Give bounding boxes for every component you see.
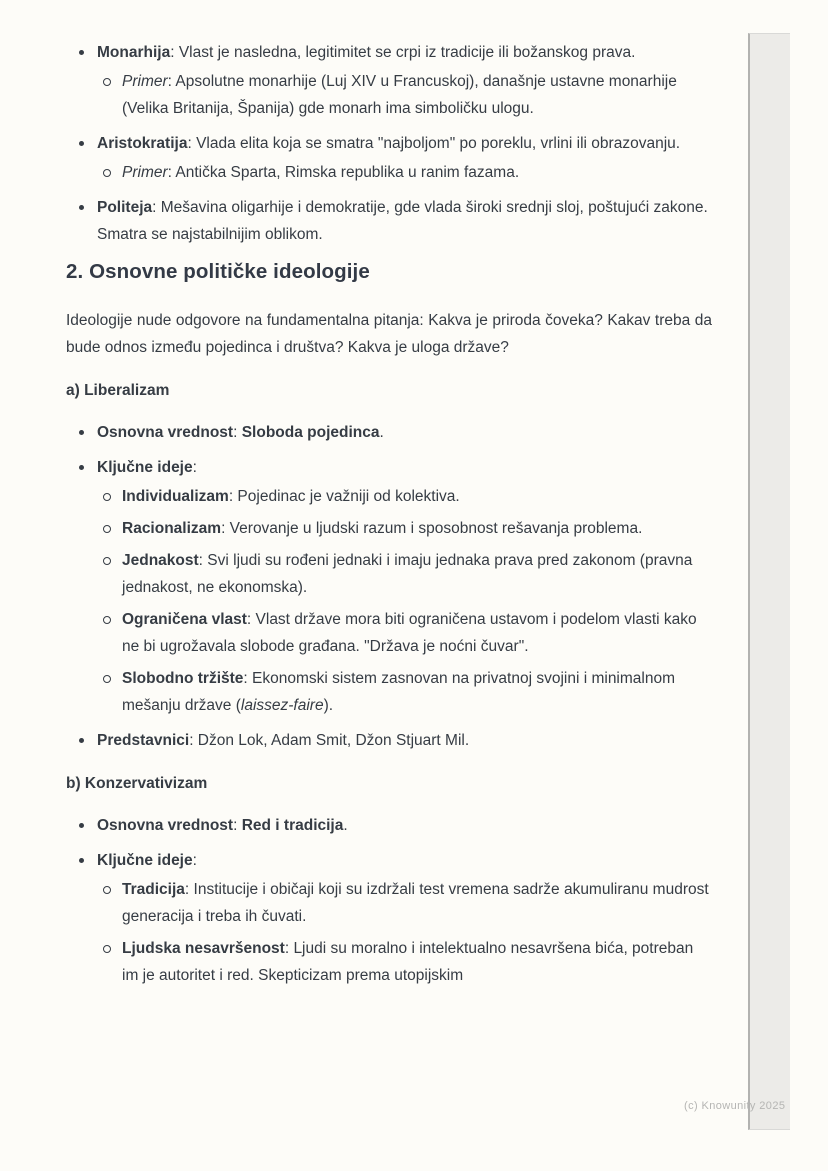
sub-bullet-list bbox=[97, 159, 712, 186]
text-run: : Vlada elita koja se smatra "najboljom" po poreklu, vrlini ili obrazovanju. bbox=[187, 135, 681, 152]
list-item bbox=[66, 727, 712, 754]
text-run: : Ekonomski sistem zasnovan na privatnoj svojini i minimalnom mešanju države ( bbox=[122, 670, 676, 714]
bullet-list bbox=[66, 419, 712, 754]
sub-list-item-text bbox=[122, 881, 709, 925]
bold-term: Slobodno tržište bbox=[122, 670, 244, 687]
list-item-text bbox=[97, 817, 348, 834]
sub-bullet-list bbox=[97, 68, 712, 122]
sub-bullet-list bbox=[97, 483, 712, 719]
sub-list-item-text bbox=[122, 73, 677, 117]
sub-bullet-list bbox=[97, 876, 712, 989]
text-run: : bbox=[192, 852, 197, 869]
bullet-circle-icon bbox=[103, 493, 111, 501]
bold-term: Predstavnici bbox=[97, 732, 190, 749]
bullet-list bbox=[66, 39, 712, 248]
italic-term: Primer bbox=[122, 164, 168, 181]
bullet-circle-icon bbox=[103, 169, 111, 177]
sub-list-item bbox=[97, 68, 712, 122]
sub-list-item-text bbox=[122, 488, 460, 505]
bold-term: Racionalizam bbox=[122, 520, 222, 537]
section-heading: 2. Osnovne političke ideologije bbox=[66, 260, 370, 283]
subsection-label: a) Liberalizam bbox=[66, 382, 170, 399]
list-item-text bbox=[97, 459, 197, 476]
text-run: : Pojedinac je važniji od kolektiva. bbox=[228, 488, 460, 505]
page-right-gutter bbox=[748, 33, 790, 1130]
sub-list-item bbox=[97, 876, 712, 930]
bullet-circle-icon bbox=[103, 78, 111, 86]
sub-list-item bbox=[97, 935, 712, 989]
text-run: . bbox=[379, 424, 384, 441]
bold-term: Tradicija bbox=[122, 881, 185, 898]
sub-list-item-text bbox=[122, 552, 692, 596]
text-run: . bbox=[343, 817, 348, 834]
bullet-circle-icon bbox=[103, 675, 111, 683]
text-run: : Apsolutne monarhije (Luj XIV u Francuskoj), današnje ustavne monarhije (Velika Britanija, Španija) gde monarh ima simboličku ulogu. bbox=[122, 73, 677, 117]
text-run: : bbox=[233, 817, 242, 834]
bullet-disc-icon bbox=[79, 430, 84, 435]
sub-list-item-text bbox=[122, 670, 675, 714]
bullet-list bbox=[66, 812, 712, 989]
list-item bbox=[66, 130, 712, 186]
list-item bbox=[66, 194, 712, 248]
sub-list-item bbox=[97, 665, 712, 719]
text-run: : Antička Sparta, Rimska republika u ranim fazama. bbox=[167, 164, 520, 181]
bullet-disc-icon bbox=[79, 50, 84, 55]
text-run: : Džon Lok, Adam Smit, Džon Stjuart Mil. bbox=[189, 732, 470, 749]
bold-term: Monarhija bbox=[97, 44, 171, 61]
bullet-circle-icon bbox=[103, 525, 111, 533]
sub-list-item-text bbox=[122, 611, 697, 655]
sub-list-item bbox=[97, 159, 712, 186]
list-item-text bbox=[97, 732, 469, 749]
list-item bbox=[66, 454, 712, 719]
bold-term: Individualizam bbox=[122, 488, 229, 505]
text-run: : Verovanje u ljudski razum i sposobnost rešavanja problema. bbox=[221, 520, 643, 537]
copyright-watermark: (c) Knowunity 2025 bbox=[684, 1100, 786, 1112]
text-run: : bbox=[233, 424, 242, 441]
bold-term: Sloboda pojedinca bbox=[241, 424, 380, 441]
bullet-disc-icon bbox=[79, 823, 84, 828]
bold-term: Red i tradicija bbox=[241, 817, 344, 834]
sub-list-item bbox=[97, 483, 712, 510]
sub-list-item bbox=[97, 547, 712, 601]
bold-term: Jednakost bbox=[122, 552, 199, 569]
text-run: : Vlast je nasledna, legitimitet se crpi iz tradicije ili božanskog prava. bbox=[170, 44, 636, 61]
bullet-disc-icon bbox=[79, 141, 84, 146]
text-run: : Ljudi su moralno i intelektualno nesavršena bića, potreban im je autoritet i red. Skepticizam prema utopijskim bbox=[122, 940, 694, 984]
text-run: : Svi ljudi su rođeni jednaki i imaju jednaka prava pred zakonom (pravna jednakost, ne ekonomska). bbox=[122, 552, 693, 596]
bullet-disc-icon bbox=[79, 465, 84, 470]
list-item-text bbox=[97, 852, 197, 869]
bullet-disc-icon bbox=[79, 738, 84, 743]
list-item-text bbox=[97, 424, 384, 441]
list-item-text bbox=[97, 44, 635, 61]
intro-paragraph: Ideologije nude odgovore na fundamentalna pitanja: Kakva je priroda čoveka? Kakav treba da bude odnos između pojedinca i društva? Kakva je uloga države? bbox=[66, 312, 712, 356]
list-item bbox=[66, 39, 712, 122]
sub-list-item-text bbox=[122, 520, 642, 537]
bullet-disc-icon bbox=[79, 205, 84, 210]
subsection-label: b) Konzervativizam bbox=[66, 775, 208, 792]
bullet-circle-icon bbox=[103, 945, 111, 953]
list-item bbox=[66, 847, 712, 989]
bullet-circle-icon bbox=[103, 557, 111, 565]
bullet-circle-icon bbox=[103, 886, 111, 894]
italic-term: Primer bbox=[122, 73, 168, 90]
sub-list-item-text bbox=[122, 940, 693, 984]
list-item bbox=[66, 419, 712, 446]
list-item-text bbox=[97, 135, 680, 152]
sub-list-item-text bbox=[122, 164, 519, 181]
sub-list-item bbox=[97, 606, 712, 660]
text-run: ). bbox=[323, 697, 334, 714]
list-item bbox=[66, 812, 712, 839]
bold-term: Ograničena vlast bbox=[122, 611, 247, 628]
bold-term: Aristokratija bbox=[97, 135, 188, 152]
text-run: : Mešavina oligarhije i demokratije, gde vlada široki srednji sloj, poštujući zakone. Smatra se najstabilnijim oblikom. bbox=[97, 199, 708, 243]
bullet-disc-icon bbox=[79, 858, 84, 863]
bold-term: Politeja bbox=[97, 199, 153, 216]
text-run: : bbox=[192, 459, 197, 476]
list-item-text bbox=[97, 199, 708, 243]
italic-term: laissez-faire bbox=[240, 697, 324, 714]
text-run: : Vlast države mora biti ograničena ustavom i podelom vlasti kako ne bi ugrožavala slobode građana. "Država je noćni čuvar". bbox=[122, 611, 697, 655]
bold-term: Osnovna vrednost bbox=[97, 424, 234, 441]
bold-term: Ključne ideje bbox=[97, 852, 193, 869]
bold-term: Ljudska nesavršenost bbox=[122, 940, 285, 957]
text-run: : Institucije i običaji koji su izdržali test vremena sadrže akumuliranu mudrost generacija i treba ih čuvati. bbox=[122, 881, 709, 925]
bold-term: Osnovna vrednost bbox=[97, 817, 234, 834]
document-content bbox=[66, 39, 712, 997]
bullet-circle-icon bbox=[103, 616, 111, 624]
sub-list-item bbox=[97, 515, 712, 542]
bold-term: Ključne ideje bbox=[97, 459, 193, 476]
